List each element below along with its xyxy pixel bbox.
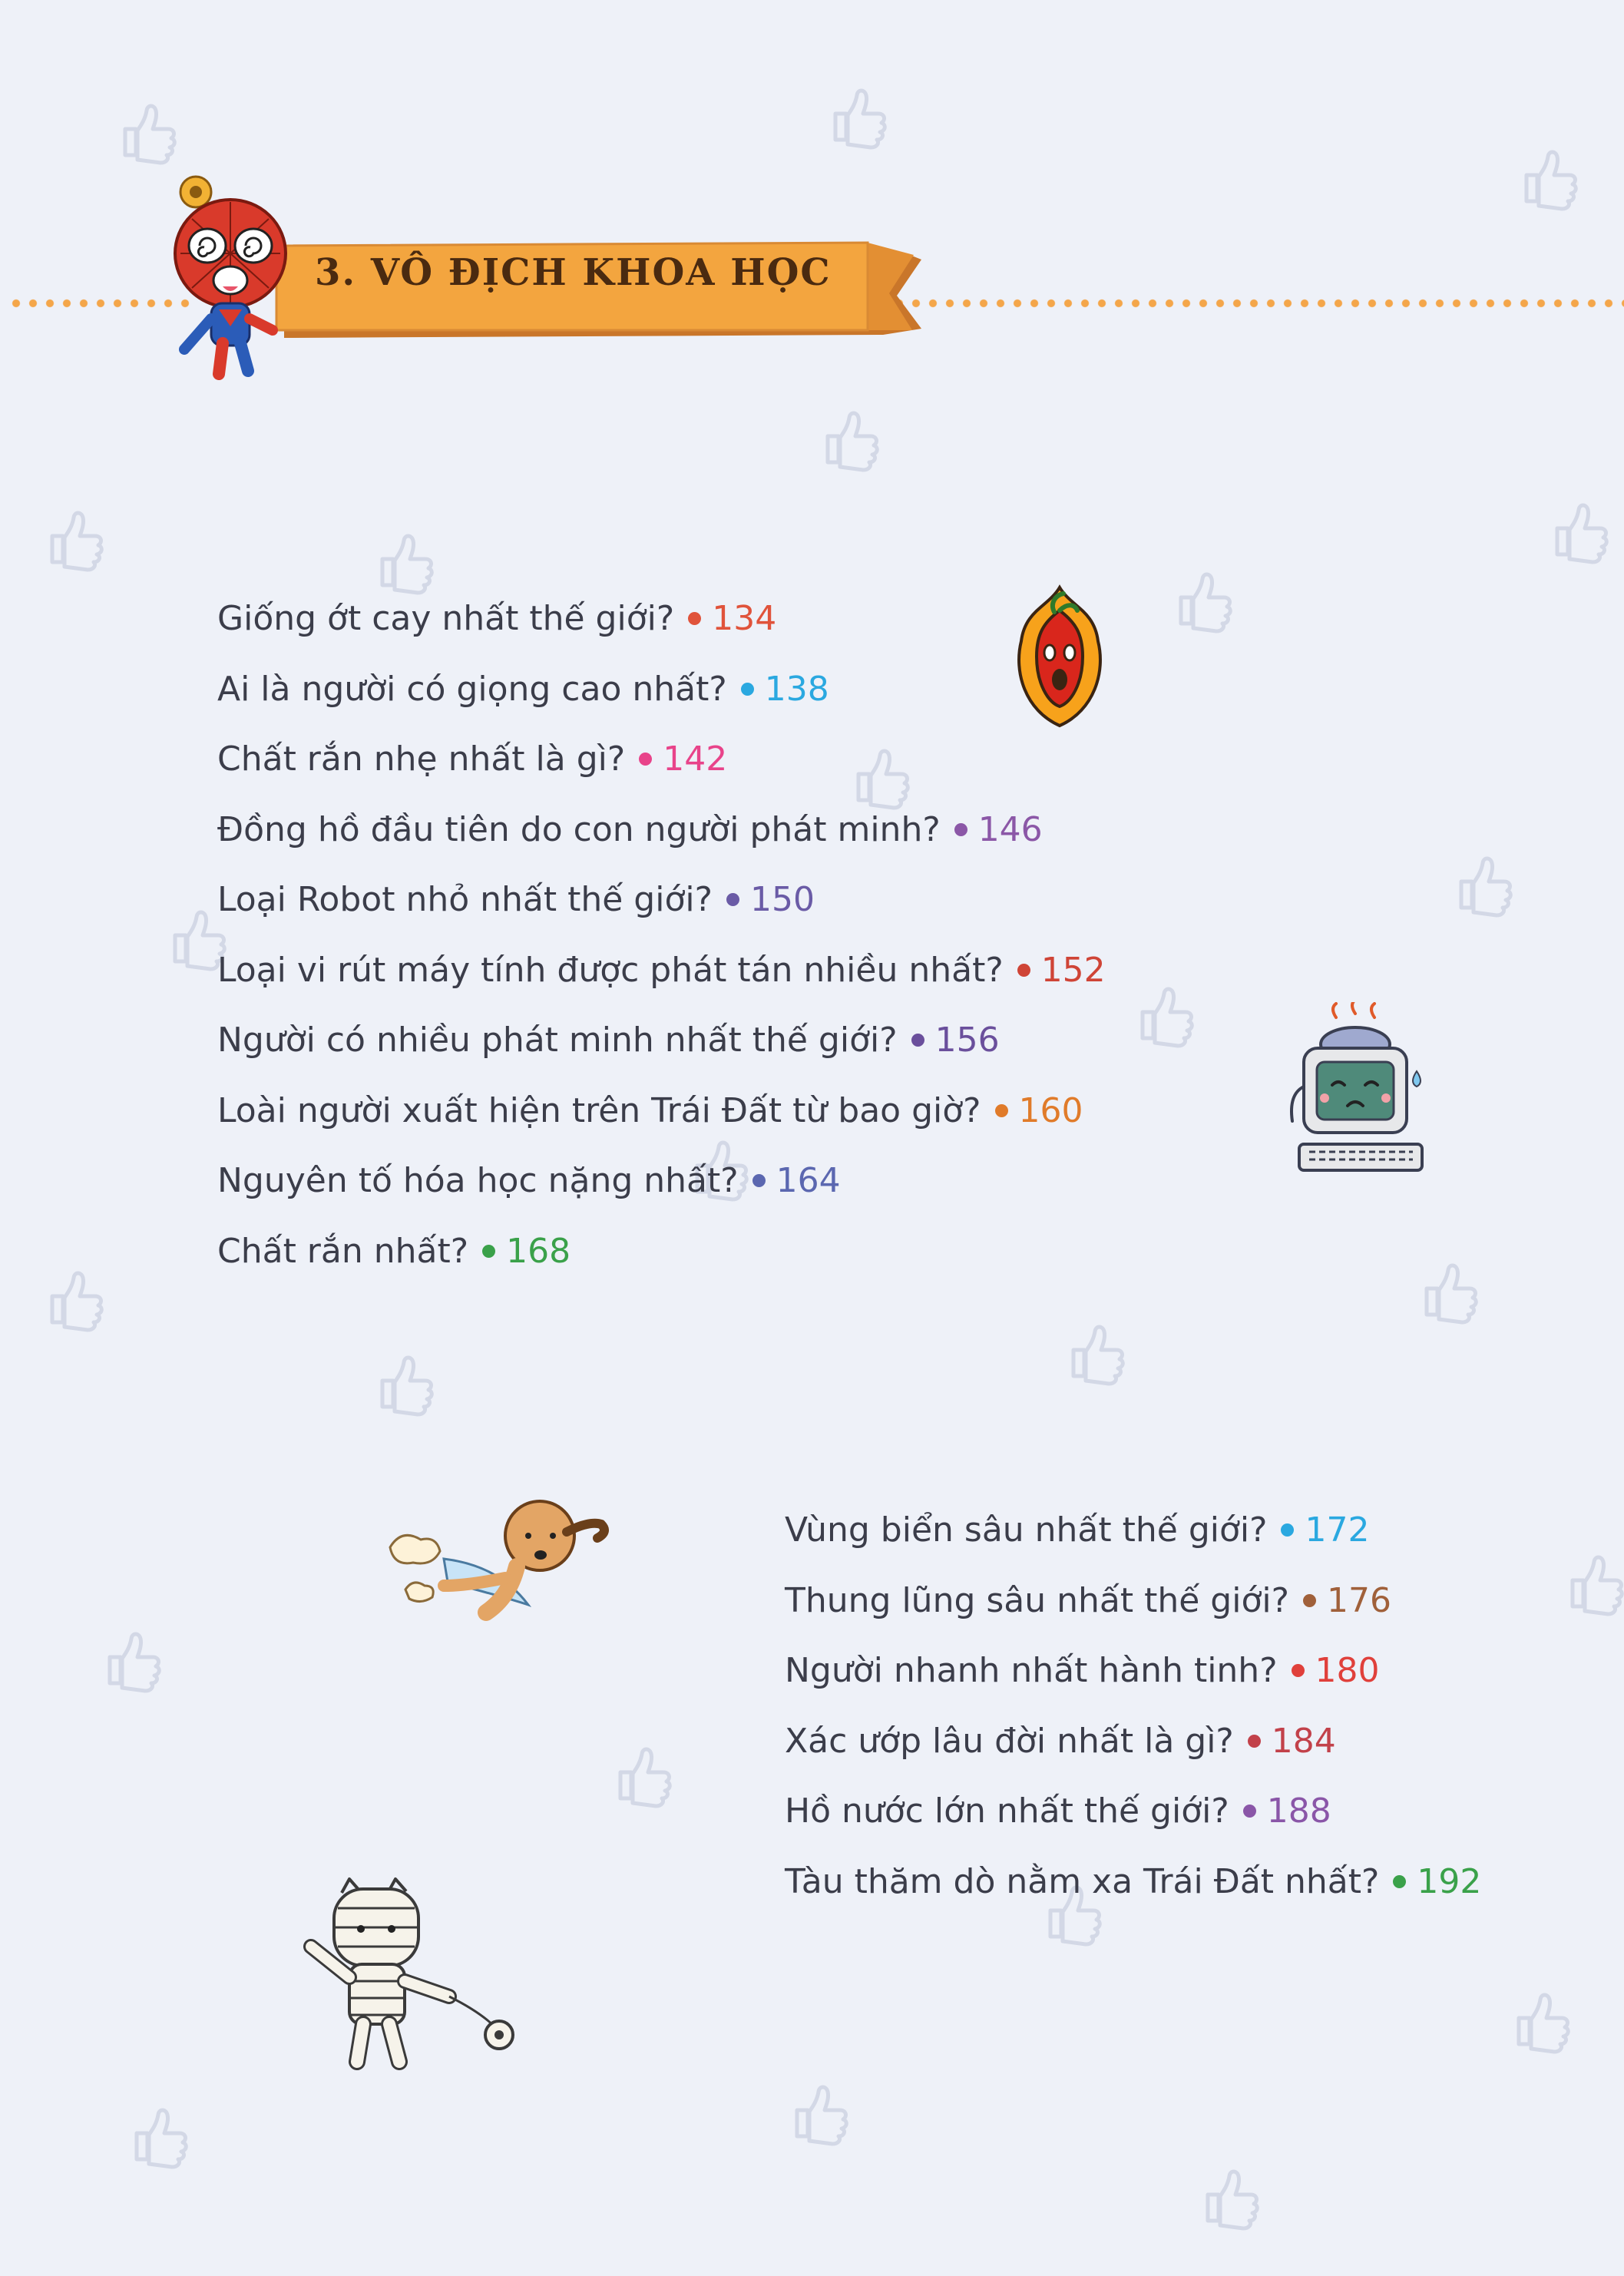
toc-entry-title: Chất rắn nhất?	[217, 1231, 469, 1271]
toc-entry[interactable]	[785, 1847, 1481, 1917]
dotted-divider-right	[891, 298, 1624, 309]
toc-entry-page: 152	[1040, 950, 1106, 990]
toc-entry[interactable]	[217, 584, 1106, 654]
toc-entry-page: 156	[934, 1021, 1000, 1060]
toc-entry-title: Người nhanh nhất hành tinh?	[785, 1651, 1278, 1691]
bullet-dot-icon	[1248, 1735, 1261, 1748]
spider-mascot	[165, 173, 299, 384]
toc-entry-title: Hồ nước lớn nhất thế giới?	[785, 1791, 1229, 1831]
bullet-dot-icon	[911, 1034, 924, 1047]
dotted-divider-left	[8, 298, 192, 309]
toc-entry[interactable]	[217, 724, 1106, 795]
toc-entry-page: 172	[1305, 1510, 1370, 1550]
bullet-dot-icon	[639, 753, 652, 766]
toc-entry[interactable]	[785, 1706, 1481, 1777]
toc-entry-title: Loài người xuất hiện trên Trái Đất từ bao giờ?	[217, 1090, 981, 1130]
chili-pepper-sticker	[1002, 580, 1117, 733]
toc-entry[interactable]	[217, 1005, 1106, 1076]
toc-entry[interactable]	[217, 654, 1106, 725]
toc-entry-page: 160	[1018, 1090, 1083, 1130]
toc-entry-page: 188	[1266, 1791, 1331, 1831]
toc-entry-page: 180	[1315, 1651, 1380, 1691]
toc-entry[interactable]	[785, 1776, 1481, 1847]
toc-entry[interactable]	[785, 1566, 1481, 1636]
bullet-dot-icon	[1292, 1664, 1305, 1677]
toc-list-bottom	[785, 1495, 1481, 1917]
bullet-dot-icon	[1393, 1875, 1406, 1888]
toc-entry-page: 168	[506, 1231, 571, 1271]
toc-entry-title: Tàu thăm dò nằm xa Trái Đất nhất?	[785, 1861, 1380, 1901]
bullet-dot-icon	[741, 683, 754, 696]
toc-entry-page: 164	[776, 1161, 841, 1201]
toc-entry-title: Người có nhiều phát minh nhất thế giới?	[217, 1021, 898, 1060]
toc-entry[interactable]	[217, 865, 1106, 935]
bullet-dot-icon	[995, 1104, 1008, 1117]
bullet-dot-icon	[1017, 964, 1030, 977]
toc-entry[interactable]	[217, 1216, 1106, 1287]
toc-entry[interactable]	[217, 1076, 1106, 1146]
bullet-dot-icon	[1303, 1594, 1316, 1607]
toc-entry[interactable]	[217, 795, 1106, 865]
bullet-dot-icon	[954, 823, 967, 836]
bullet-dot-icon	[1281, 1523, 1294, 1537]
toc-entry-page: 134	[712, 599, 777, 639]
flying-baby-sticker	[375, 1490, 620, 1636]
toc-entry-page: 176	[1326, 1580, 1391, 1620]
toc-entry-title: Nguyên tố hóa học nặng nhất?	[217, 1161, 739, 1201]
toc-entry-title: Thung lũng sâu nhất thế giới?	[785, 1580, 1289, 1620]
toc-entry-title: Đồng hồ đầu tiên do con người phát minh?	[217, 809, 941, 849]
mummy-sticker	[296, 1874, 526, 2073]
toc-entry[interactable]	[785, 1636, 1481, 1706]
toc-entry-title: Ai là người có giọng cao nhất?	[217, 669, 727, 709]
toc-entry-title: Vùng biển sâu nhất thế giới?	[785, 1510, 1268, 1550]
bullet-dot-icon	[688, 612, 701, 625]
toc-entry[interactable]	[217, 935, 1106, 1006]
toc-entry-page: 192	[1417, 1861, 1482, 1901]
bullet-dot-icon	[482, 1245, 495, 1258]
toc-entry-title: Xác ướp lâu đời nhất là gì?	[785, 1721, 1234, 1761]
toc-entry[interactable]	[217, 1146, 1106, 1216]
toc-entry-page: 138	[764, 669, 829, 709]
bullet-dot-icon	[1243, 1805, 1256, 1818]
toc-entry-page: 142	[663, 739, 728, 779]
toc-entry-title: Giống ớt cay nhất thế giới?	[217, 599, 675, 639]
toc-entry[interactable]	[785, 1495, 1481, 1566]
bullet-dot-icon	[752, 1174, 766, 1187]
toc-entry-page: 184	[1271, 1721, 1336, 1761]
toc-list-top	[217, 584, 1106, 1286]
toc-entry-page: 146	[977, 809, 1043, 849]
bullet-dot-icon	[726, 893, 739, 906]
toc-entry-page: 150	[749, 880, 815, 920]
toc-entry-title: Loại Robot nhỏ nhất thế giới?	[217, 880, 713, 920]
toc-entry-title: Chất rắn nhẹ nhất là gì?	[217, 739, 626, 779]
crying-computer-sticker	[1282, 1002, 1444, 1183]
chapter-title: 3. VÔ ĐỊCH KHOA HỌC	[315, 251, 832, 294]
toc-entry-title: Loại vi rút máy tính được phát tán nhiều nhất?	[217, 950, 1004, 990]
